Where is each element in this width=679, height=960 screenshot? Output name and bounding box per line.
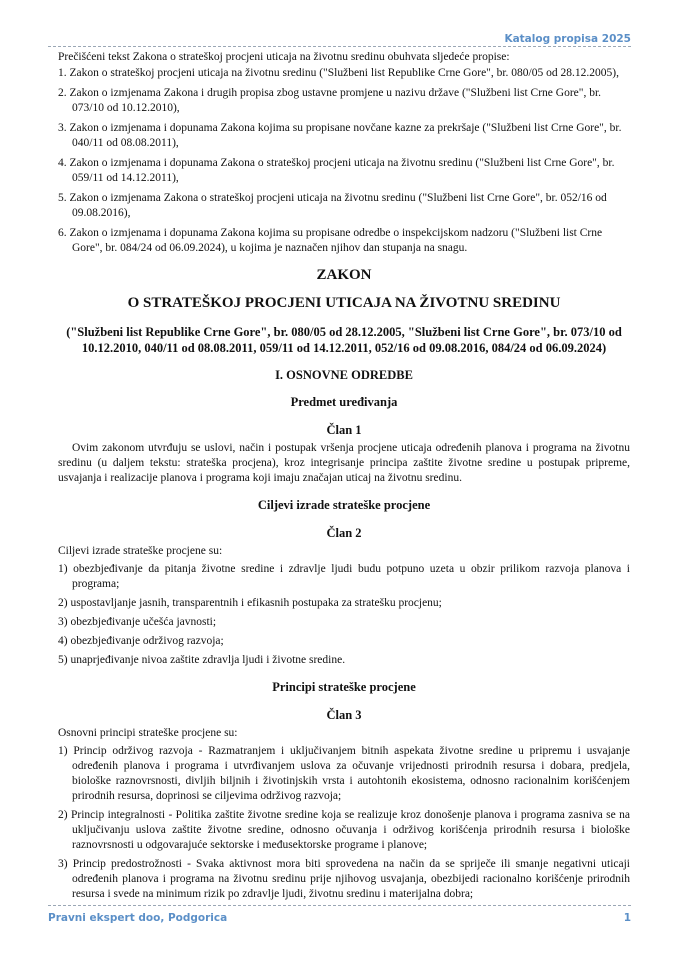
list-item: 4) obezbjeđivanje održivog razvoja;: [58, 635, 224, 647]
chapter-heading: I. OSNOVNE ODREDBE: [275, 368, 413, 382]
amendment-item: 2. Zakon o izmjenama Zakona i drugih propisa zbog ustavne promjene u nazivu države ("Službeni list Crne Gore", br. 073/10 od 10.12.2010),: [58, 87, 602, 114]
list-item: 3) Princip predostrožnosti - Svaka aktivnost mora biti sprovedena na način da se spriječe ili smanje negativni uticaji određenih planova i programa na životnu sredinu prije njihovog usvajanja, obezbijedi racionalno korišćenje prirodnih resursa i svede na minimum rizik po zdravlje ljudi, životnu sredinu i materijalna dobra;: [58, 858, 630, 900]
list-item: 2) uspostavljanje jasnih, transparentnih i efikasnih postupaka za stratešku procjenu;: [58, 597, 442, 609]
intro-text: Prečišćeni tekst Zakona o strateškoj procjeni uticaja na životnu sredinu obuhvata sljedeće propise:: [58, 51, 510, 63]
section-heading: Principi strateške procjene: [272, 680, 416, 694]
list-item: 1) obezbjeđivanje da pitanja životne sredine i zdravlje ljudi budu potpuno uzeta u obzir prilikom razvoja planova i programa;: [58, 563, 630, 590]
page-number: 1: [623, 912, 631, 924]
footer-divider: [48, 905, 631, 906]
amendment-item: 4. Zakon o izmjenama i dopunama Zakona o strateškoj procjeni uticaja na životnu sredinu ("Službeni list Crne Gore", br. 059/11 od 14.12.2011),: [58, 157, 615, 184]
publisher-footer: Pravni ekspert doo, Podgorica: [48, 912, 228, 924]
gazette-references: ("Službeni list Republike Crne Gore", br. 080/05 od 28.12.2005, "Službeni list Crne Gore", br. 073/10 od 10.12.2010, 040/11 od 08.08.2011, 059/11 od 14.12.2011, 052/16 od 09.08.2016, 084/24 od 06.09.2024): [66, 325, 622, 355]
article-lead: Osnovni principi strateške procjene su:: [58, 727, 238, 739]
document-body: [58, 50, 630, 906]
list-item: 1) Princip održivog razvoja - Razmatranjem i uključivanjem bitnih aspekata životne sredine u pripremu i usvajanje određenih planova i programa i utvrđivanjem uslova za očuvanje vrijednosti prirodnih resursa i dobara, predjela, biološke raznovrsnosti, divljih biljnih i životinjskih vrsta i autohtonih ekosistema, odnosno racionalnim korišćenjem prirodnih resursa, doprinosi se ciljevima održivog razvoja;: [58, 745, 630, 802]
article-heading: Član 3: [326, 708, 362, 722]
section-heading: Ciljevi izrade strateške procjene: [257, 498, 431, 512]
article-heading: Član 1: [326, 423, 362, 437]
catalog-header: Katalog propisa 2025: [504, 33, 631, 45]
amendment-item: 1. Zakon o strateškoj procjeni uticaja na životnu sredinu ("Službeni list Republike Crne Gore", br. 080/05 od 28.12.2005),: [58, 67, 619, 79]
amendment-item: 3. Zakon o izmjenama i dopunama Zakona kojima su propisane novčane kazne za prekršaje ("Službeni list Crne Gore", br. 040/11 od 08.08.2011),: [58, 122, 622, 149]
section-heading: Predmet uređivanja: [290, 395, 398, 409]
article-lead: Ciljevi izrade strateške procjene su:: [58, 545, 223, 557]
amendment-item: 6. Zakon o izmjenama i dopunama Zakona kojima su propisane odredbe o inspekcijskom nadzoru ("Službeni list Crne Gore", br. 084/24 od 06.09.2024), u kojima je naznačen njihov dan stupanja na snagu.: [58, 227, 603, 254]
article-heading: Član 2: [326, 526, 362, 540]
header-divider: [48, 46, 631, 47]
list-item: 5) unaprjeđivanje nivoa zaštite zdravlja ljudi i životne sredine.: [58, 654, 346, 666]
amendment-item: 5. Zakon o izmjenama Zakona o strateškoj procjeni uticaja na životnu sredinu ("Službeni list Crne Gore", br. 052/16 od 09.08.2016),: [58, 192, 607, 219]
law-title: ZAKON: [316, 267, 372, 283]
list-item: 2) Princip integralnosti - Politika zaštite životne sredine koja se realizuje kroz donošenje planova i programa zasniva se na uključivanju uslova zaštite životne sredine, odnosno očuvanja i održivog korišćenja prirodnih resursa i biološke raznovrsnosti u odgovarajuće sektorske i međusektorske programe i planove;: [58, 809, 630, 851]
law-subtitle: O STRATEŠKOJ PROCJENI UTICAJA NA ŽIVOTNU SREDINU: [127, 295, 561, 311]
list-item: 3) obezbjeđivanje učešća javnosti;: [58, 616, 217, 628]
article-text: Ovim zakonom utvrđuju se uslovi, način i postupak vršenja procjene uticaja određenih planova i programa na životnu sredinu (u daljem tekstu: strateška procjena), kroz integrisanje principa zaštite životne sredine u postupak pripreme, usvajanja i realizacije planova i programa koji imaju značajan uticaj na životnu sredinu.: [58, 442, 630, 484]
